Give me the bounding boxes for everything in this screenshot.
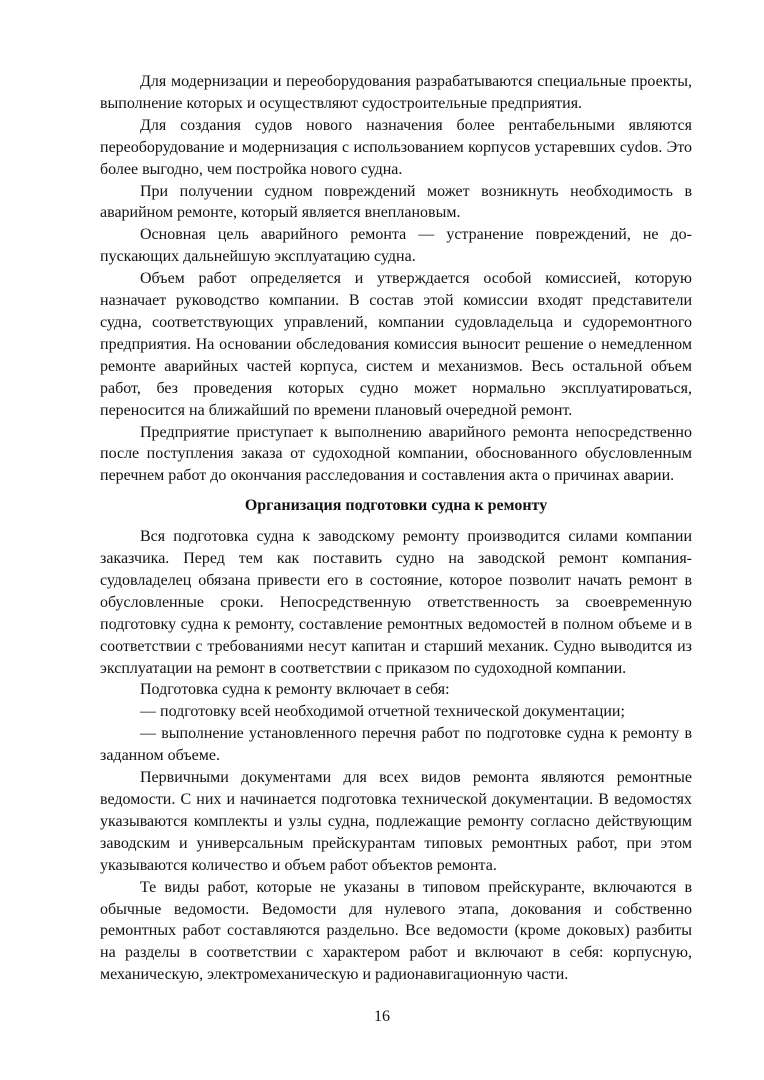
paragraph: Для модернизации и переоборудования разрабатываются специальные проекты, выполнение которых и осуществляют судостроительные предприятия.	[100, 73, 692, 112]
paragraph: Для создания судов нового назначения более рентабельными являются переоборудование и модернизация с использованием корпусов устаревших суdов. Это более выгодно, чем постройка нового судна.	[100, 116, 692, 178]
paragraph: Подготовка судна к ремонту включает в себя:	[140, 681, 450, 699]
paragraph: Те виды работ, которые не указаны в типовом прейскуранте, включаются в обычные ведомости. Ведомости для нулевого этапа, докования и собственно ремонтных работ составляются раздельно. Все ведомости (кроме доковых) разбиты на разделы в соответствии с характером работ и включают в себя: корпусную, механическую, электромеханическую и радионавигационную части.	[100, 878, 692, 984]
list-item: — выполнение установленного перечня работ по подготовке судна к ремонту в заданном объеме.	[100, 725, 692, 765]
list-item: — подготовку всей необходимой отчетной технической документации;	[140, 703, 625, 721]
page-number: 16	[374, 1008, 390, 1025]
paragraph: Вся подготовка судна к заводскому ремонту производится силами компании заказчика. Перед тем как поставить судно на заводской ремонт компания-судовладелец обязана привести его в состояние, которое позволит начать ремонт в обусловленные сроки. Непосредственную ответственность за своевременную подготовку судна к ремонту, составление ремонтных ведомостей в полном объеме и в соответствии с требованиями несут капитан и старший механик. Судно выводится из эксплуатации на ремонт в соответствии с приказом по судоходной компании.	[100, 528, 692, 677]
paragraph: При получении судном повреждений может возникнуть необходимость в аварийном ремонте, который является внеплановым.	[100, 182, 692, 222]
paragraph: Основная цель аварийного ремонта — устранение повреждений, не допускающих дальнейшую эксплуатацию судна.	[100, 226, 692, 266]
body-text	[100, 71, 692, 986]
paragraph: Первичными документами для всех видов ремонта являются ремонтные ведомости. С них и начинается подготовка технической документации. В ведомостях указываются комплекты и узлы судна, подлежащие ремонту согласно действующим заводским и универсальным прейскурантам типовых ремонтных работ, при этом указываются количество и объем работ объектов ремонта.	[100, 769, 692, 874]
paragraph: Предприятие приступает к выполнению аварийного ремонта непосредственно после поступления заказа от судоходной компании, обоснованного обусловленным перечнем работ до окончания расследования и составления акта о причинах аварии.	[100, 423, 692, 485]
paragraph: Объем работ определяется и утверждается особой комиссией, которую назначает руководство компании. В состав этой комиссии входят представители судна, соответствующих управлений, компании судовладельца и судоремонтного предприятия. На основании обследования комиссия выносит решение о немедленном ремонте аварийных частей корпуса, систем и механизмов. Весь остальной объем работ, без проведения которых судно может нормально эксплуатироваться, переносится на ближайший по времени плановый очередной ремонт.	[100, 270, 692, 419]
section-heading: Организация подготовки судна к ремонту	[244, 497, 548, 515]
